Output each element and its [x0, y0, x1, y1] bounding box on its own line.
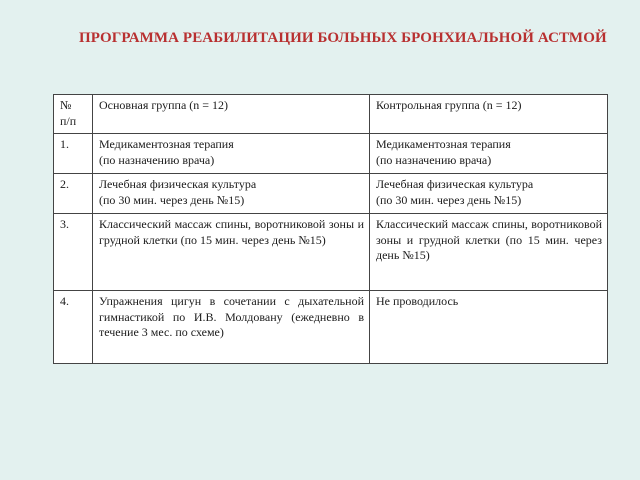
header-main-group: Основная группа (n = 12)	[93, 95, 370, 134]
main-group-cell	[93, 134, 370, 174]
row-number: 2.	[54, 174, 93, 214]
control-group-cell: Не проводилось	[370, 291, 608, 364]
control-group-text: Медикаментозная терапия	[376, 137, 511, 151]
table-row	[54, 174, 608, 214]
header-control-group: Контрольная группа (n = 12)	[370, 95, 608, 134]
header-number-abbrev: п/п	[60, 113, 77, 128]
table-header-row	[54, 95, 608, 134]
table-row	[54, 291, 608, 364]
slide-title: ПРОГРАММА РЕАБИЛИТАЦИИ БОЛЬНЫХ БРОНХИАЛЬНОЙ АСТМОЙ	[79, 30, 607, 46]
control-group-text: Лечебная физическая культура	[376, 177, 534, 191]
control-group-cell	[370, 174, 608, 214]
main-group-cell	[93, 174, 370, 214]
table-row	[54, 134, 608, 174]
main-group-note: (по 30 мин. через день №15)	[99, 192, 245, 207]
main-group-text: Лечебная физическая культура	[99, 177, 257, 191]
main-group-text: Медикаментозная терапия	[99, 137, 234, 151]
header-number-cell	[54, 95, 93, 134]
rehabilitation-program-table	[53, 94, 608, 364]
main-group-cell: Классический массаж спины, воротниковой зоны и грудной клетки (по 15 мин. через день №15)	[93, 214, 370, 291]
row-number: 3.	[54, 214, 93, 291]
main-group-cell: Упражнения цигун в сочетании с дыхательной гимнастикой по И.В. Молдовану (ежедневно в течение 3 мес. по схеме)	[93, 291, 370, 364]
row-number: 1.	[54, 134, 93, 174]
row-number: 4.	[54, 291, 93, 364]
control-group-cell: Классический массаж спины, воротниковой зоны и грудной клетки (по 15 мин. через день №15)	[370, 214, 608, 291]
header-number-symbol: №	[60, 98, 72, 112]
table-row	[54, 214, 608, 291]
control-group-cell	[370, 134, 608, 174]
control-group-note: (по назначению врача)	[376, 152, 492, 167]
main-group-note: (по назначению врача)	[99, 152, 215, 167]
control-group-note: (по 30 мин. через день №15)	[376, 192, 522, 207]
